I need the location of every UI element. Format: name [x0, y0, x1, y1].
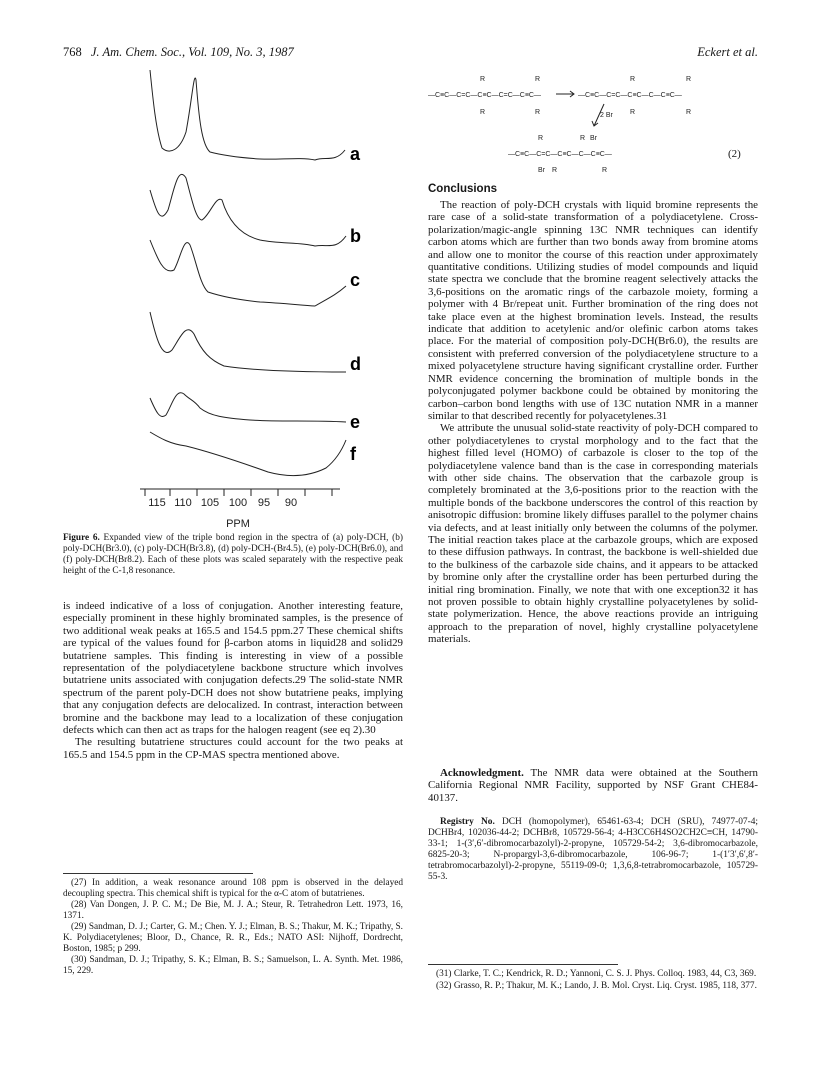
scheme-br-1: Br — [590, 135, 597, 142]
svg-text:—C≡C—C=C—C≡C—C—C≡C—: —C≡C—C=C—C≡C—C—C≡C— — [508, 151, 612, 158]
left-column-body — [63, 600, 403, 761]
x-tick-115: 115 — [148, 497, 166, 509]
trace-label-d: d — [350, 354, 361, 374]
trace-label-f: f — [350, 444, 356, 464]
figure-caption-text: Expanded view of the triple bond region in the spectra of (a) poly-DCH, (b) poly-DCH(Br3.0), (c) poly-DCH(Br3.8), (d) poly-DCH-(Br4.5), (e) poly-DCH(Br6.0), and (f) poly-DCH(Br8.2). Each of these plots was scaled separately with the respective peak height of the C-1,8 resonance. — [63, 533, 404, 576]
running-header-authors: Eckert et al. — [697, 45, 758, 59]
scheme-r-9: R — [538, 135, 544, 142]
footnote-rule — [63, 873, 253, 874]
spectrum-trace-c — [150, 240, 346, 306]
registry-label: Registry No. — [440, 817, 495, 827]
spectra-figure — [150, 60, 410, 530]
footnote-27: (27) In addition, a weak resonance around 108 ppm is observed in the delayed decoupling spectra. This chemical shift is typical for the α-C atom of butatrienes. — [63, 878, 403, 899]
trace-label-c: c — [350, 270, 361, 290]
x-tick-95: 95 — [257, 497, 271, 509]
running-header-left — [63, 45, 294, 60]
svg-text:—C≡C—C=C—C≡C—C—C≡C—: —C≡C—C=C—C≡C—C—C≡C— — [578, 92, 682, 99]
scheme-r-7: R — [686, 76, 692, 83]
conclusions-heading: Conclusions — [428, 183, 498, 195]
x-tick-90: 90 — [284, 497, 298, 509]
paragraph-right-1: The reaction of poly-DCH crystals with liquid bromine represents the rare case of a solid-state transformation of a polydiacetylene. Cross-polarization/magic-angle spinning 13C NMR techniques can identify carbon atoms which are further than two bonds away from bromine atoms and allow one to monitor the course of this reaction under approximately quantitative conditions. Utilizing studies of model compounds and liquid state spectra we conclude that the bromine reagent selectively attacks the 3,6-positions on the aromatic rings of the carbazole moiety, forming a polymer with 4 Br/repeat unit. Further bromination of the ring does not take place even at the highest bromination levels. Instead, the results indicate that addition to acetylenic and/or olefinic carbon atoms takes place. For the material of composition poly-DCH(Br6.0), the results are consistent with preferred conversion of the polydiacetylene structure to a mixed polyacetylene structure having significant crystalline order. Further NMR evidence concerning the bromination of multiple bonds in the polyconjugated polymer backbone could be obtained by monitoring the carbon–carbon bond lengths with use of 13C nutation NMR in a manner similar to that described recently for polyacetylenes.31 — [428, 199, 758, 422]
scheme-r-11: R — [552, 167, 558, 174]
scheme-r-4: R — [535, 109, 541, 116]
trace-label-a: a — [350, 144, 361, 164]
svg-text:—C≡C—C=C—C≡C—C=C—C≡C—: —C≡C—C=C—C≡C—C=C—C≡C— — [428, 92, 541, 99]
right-column-body — [428, 199, 758, 646]
trace-label-e: e — [350, 412, 361, 432]
footnote-28: (28) Van Dongen, J. P. C. M.; De Bie, M. J. A.; Steur, R. Tetrahedron Lett. 1973, 16, 1371. — [63, 900, 403, 921]
footnote-32: (32) Grasso, R. P.; Thakur, M. K.; Lando, J. B. Mol. Cryst. Liq. Cryst. 1985, 118, 377. — [436, 980, 757, 991]
footnote-30: (30) Sandman, D. J.; Tripathy, S. K.; Elman, B. S.; Samuelson, L. A. Synth. Met. 1986, 15, 229. — [63, 955, 403, 976]
spectrum-trace-f — [150, 432, 346, 475]
registry-numbers — [428, 817, 758, 883]
reaction-scheme — [428, 76, 728, 176]
spectrum-trace-b — [150, 174, 346, 246]
scheme-r-3: R — [535, 76, 541, 83]
spectrum-trace-d — [150, 312, 346, 372]
spectrum-trace-a — [150, 70, 345, 160]
acknowledgment — [428, 767, 758, 804]
scheme-r-8: R — [686, 109, 692, 116]
scheme-r-12: R — [602, 167, 608, 174]
equation-number: (2) — [728, 148, 741, 160]
left-footnotes — [63, 873, 403, 977]
scheme-r-1: R — [480, 76, 486, 83]
spectrum-trace-e — [150, 393, 346, 422]
scheme-r-6: R — [630, 109, 636, 116]
scheme-r-5: R — [630, 76, 636, 83]
x-tick-100: 100 — [228, 497, 248, 509]
x-tick-105: 105 — [200, 497, 220, 509]
page-number: 768 — [63, 45, 82, 59]
scheme-r-2: R — [480, 109, 486, 116]
journal-citation: J. Am. Chem. Soc., Vol. 109, No. 3, 1987 — [90, 45, 294, 59]
trace-label-b: b — [350, 226, 361, 246]
acknowledgment-text: The NMR data were obtained at the Southern California Regional NMR Facility, supported by NSF Grant CHE84-40137. — [428, 767, 759, 804]
scheme-reagent: 2 Br — [600, 112, 613, 119]
paragraph-left-1: is indeed indicative of a loss of conjugation. Another interesting feature, especially prominent in these highly brominated samples, is the presence of two additional weak peaks at 165.5 and 154.5 ppm.27 These chemical shifts are typical of the values found for β-carbon atoms in liquid28 and solid29 butatriene samples. This finding is interesting in view of a possible representation of the polydiacetylene backbone structure which involves butatriene units associated with conjugation defects.29 The solid-state NMR spectrum of the parent poly-DCH does not show butatriene peaks, implying that any conjugation defects are delocalized. In contrast, interaction between bromine and the backbone may lead to a localization of these conjugation defects which can then act as traps for the halogen reagent (see eq 2).30 — [63, 600, 403, 737]
figure-caption — [63, 533, 403, 577]
footnote-31: (31) Clarke, T. C.; Kendrick, R. D.; Yannoni, C. S. J. Phys. Colloq. 1983, 44, C3, 369. — [436, 969, 757, 979]
figure-caption-label: Figure 6. — [63, 533, 100, 543]
scheme-r-10: R — [580, 135, 586, 142]
x-axis-label: PPM — [226, 518, 250, 530]
footnote-29: (29) Sandman, D. J.; Carter, G. M.; Chen. Y. J.; Elman, B. S.; Thakur, M. K.; Tripathy, S. K. Polydiacetylenes; Bloor, D., Chance, R. R., Eds.; NATO ASI: Nijhoff, Dordrecht, Boston, 1985; p 299. — [63, 922, 403, 954]
x-tick-110: 110 — [174, 497, 192, 509]
paragraph-right-2: We attribute the unusual solid-state reactivity of poly-DCH compared to other polydiacetylenes to crystal morphology and to the fact that the highest filled level (HOMO) of carbazole is closer to the top of the polydiacetylene valence band than is the case in corresponding materials with other side chains. The observation that the carbazole group is completely brominated at the 3,6-positions prior to the reaction with the multiple bonds of the backbone underscores the control of this reaction by anisotropic diffusion: bromine likely diffuses parallel to the polymer chains via defects, and at least initially only between the columns of the polymer. The initial reaction takes place at the carbazole groups, which are exposed to these diffusion pathways. In contrast, the backbone is well-shielded due to the bulkiness of the carbazole side chains, and it appears to be attacked by bromine only after the crystalline order has been perturbed during the initial ring bromination. Finally, we note that with one exception32 it has not proven possible to obtain highly crystalline polyacetylenes by solid-state polymerization. Hence, the above reactions provide an intriguing approach to the preparation of novel, highly crystalline polyacetylene materials. — [428, 422, 758, 646]
acknowledgment-label: Acknowledgment. — [440, 767, 524, 779]
footnote-rule-right — [428, 964, 618, 965]
paragraph-left-2: The resulting butatriene structures could account for the two peaks at 165.5 and 154.5 ppm in the CP-MAS spectra mentioned above. — [63, 736, 403, 761]
scheme-br-2: Br — [538, 167, 545, 174]
right-footnotes — [428, 964, 758, 992]
registry-text: DCH (homopolymer), 65461-63-4; DCH (SRU), 74977-07-4; DCHBr4, 102036-44-2; DCHBr8, 105729-56-4; 4-H3CC6H4SO2CH2C≡CH, 14790-33-1; 1-(3′,6′-dibromocarbazolyl)-2-propyne, 105729-54-2; 3,6-dibromocarbazole, 6825-20-3; N-propargyl-3,6-dibromocarbazole, 106-96-7; 1-(1′3′,6′,8′-tetrabromocarbazolyl)-2-propyne, 55119-09-0; 1,3,6,8-tetrabromocarbazole, 105729-55-3. — [428, 817, 758, 882]
